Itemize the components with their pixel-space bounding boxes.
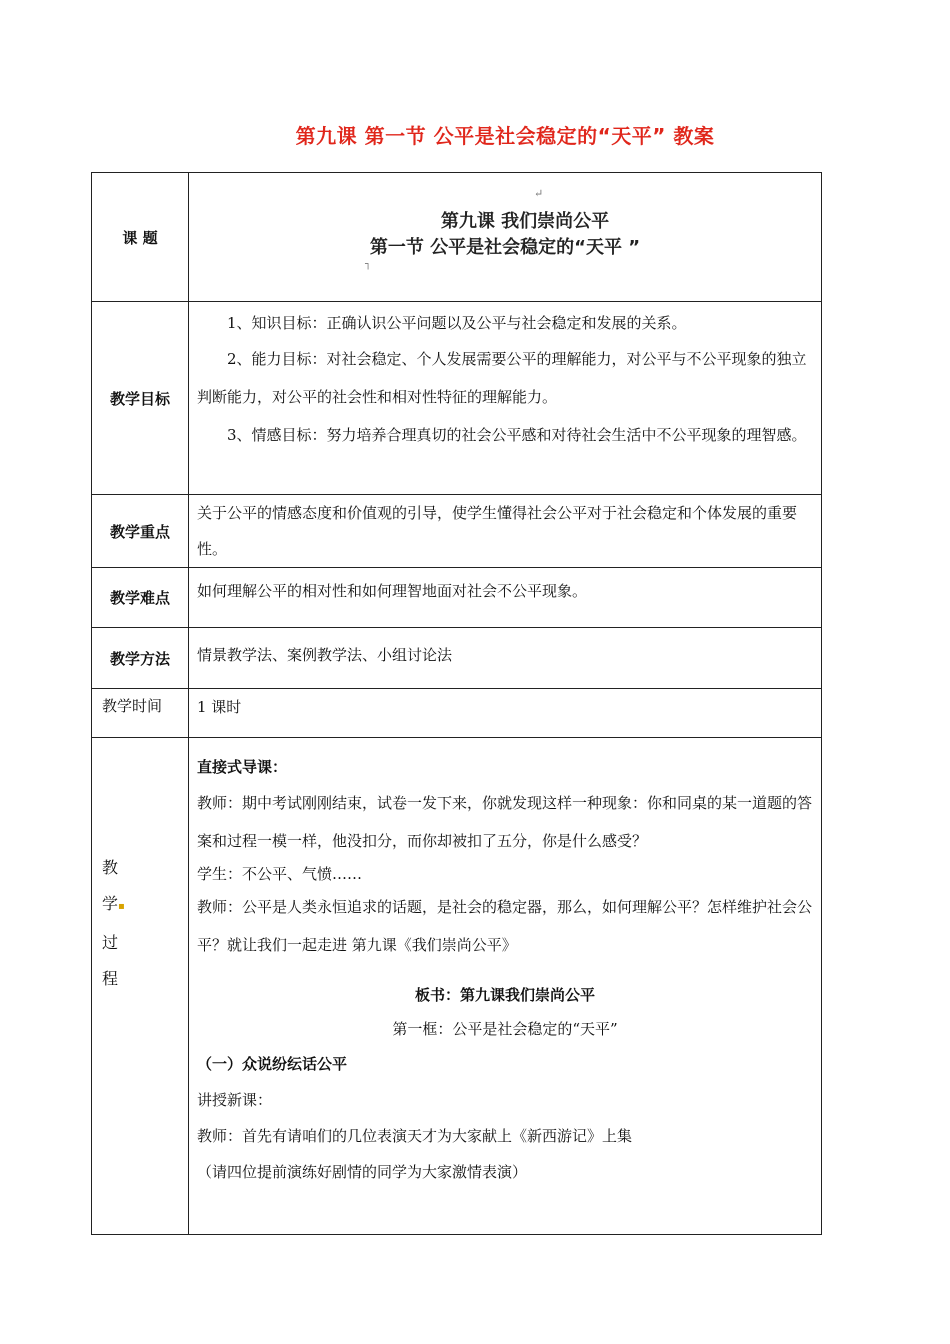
- row-focus: [92, 495, 822, 568]
- performance-note: （请四位提前演练好剧情的同学为大家激情表演）: [197, 1163, 528, 1181]
- teacher-line-3: 教师：首先有请咱们的几位表演天才为大家献上《新西游记》上集: [197, 1127, 633, 1145]
- section-heading-1: （一）众说纷纭话公平: [197, 1055, 348, 1073]
- subject-cell: [189, 173, 822, 302]
- process-char-3: 过: [102, 933, 119, 952]
- label-focus: 教学重点: [92, 495, 189, 568]
- subject-line-2: 第一节 公平是社会稳定的“天平 ”: [369, 237, 641, 258]
- label-time: 教学时间: [92, 689, 189, 738]
- label-goals: 教学目标: [92, 302, 189, 495]
- row-process: [92, 738, 822, 1235]
- document-title: 第九课 第一节 公平是社会稳定的“天平” 教案: [295, 124, 715, 148]
- board-title: 板书：第九课我们崇尚公平: [414, 986, 595, 1004]
- lesson-plan-table: [91, 172, 822, 1235]
- goal-ability: 2、能力目标：对社会稳定、个人发展需要公平的理解能力，对公平与不公平现象的独立判断能力，对公平的社会性和相对性特征的理解能力。: [197, 350, 807, 406]
- subject-line-1: 第九课 我们崇尚公平: [440, 211, 610, 232]
- label-subject: 课 题: [92, 173, 189, 302]
- process-char-2: 学: [102, 894, 119, 913]
- teacher-line-2: 教师：公平是人类永恒追求的话题，是社会的稳定器，那么，如何理解公平？怎样维护社会公平？就让我们一起走进 第九课《我们崇尚公平》: [197, 898, 813, 954]
- teacher-line-1: 教师：期中考试刚刚结束，试卷一发下来，你就发现这样一种现象：你和同桌的某一道题的答案和过程一模一样，他没扣分，而你却被扣了五分，你是什么感受？: [197, 794, 813, 850]
- intro-heading: 直接式导课：: [197, 758, 288, 776]
- board-subtitle: 第一框：公平是社会稳定的“天平”: [392, 1020, 618, 1038]
- method-cell: 情景教学法、案例教学法、小组讨论法: [189, 628, 822, 689]
- label-process: 教 学▪ 过 程: [92, 738, 189, 1235]
- goal-emotion: 3、情感目标：努力培养合理真切的社会公平感和对待社会生活中不公平现象的理智感。: [227, 426, 807, 444]
- label-method: 教学方法: [92, 628, 189, 689]
- return-mark: ↵: [534, 187, 544, 200]
- label-difficulty: 教学难点: [92, 568, 189, 628]
- row-difficulty: [92, 568, 822, 628]
- corner-mark: ┐: [365, 259, 372, 270]
- row-time: [92, 689, 822, 738]
- process-char-1: 教: [102, 858, 119, 877]
- process-cell: [189, 738, 822, 1235]
- row-method: [92, 628, 822, 689]
- focus-cell: 关于公平的情感态度和价值观的引导，使学生懂得社会公平对于社会稳定和个体发展的重要性。: [189, 495, 822, 568]
- difficulty-cell: 如何理解公平的相对性和如何理智地面对社会不公平现象。: [189, 568, 822, 628]
- row-subject: [92, 173, 822, 302]
- lecture-label: 讲授新课：: [197, 1091, 273, 1109]
- row-goals: [92, 302, 822, 495]
- goals-cell: [189, 302, 822, 495]
- goal-knowledge: 1、知识目标：正确认识公平问题以及公平与社会稳定和发展的关系。: [227, 314, 687, 332]
- student-line-1: 学生：不公平、气愤……: [197, 865, 363, 883]
- process-char-4: 程: [102, 969, 119, 988]
- time-cell: 1 课时: [189, 689, 822, 738]
